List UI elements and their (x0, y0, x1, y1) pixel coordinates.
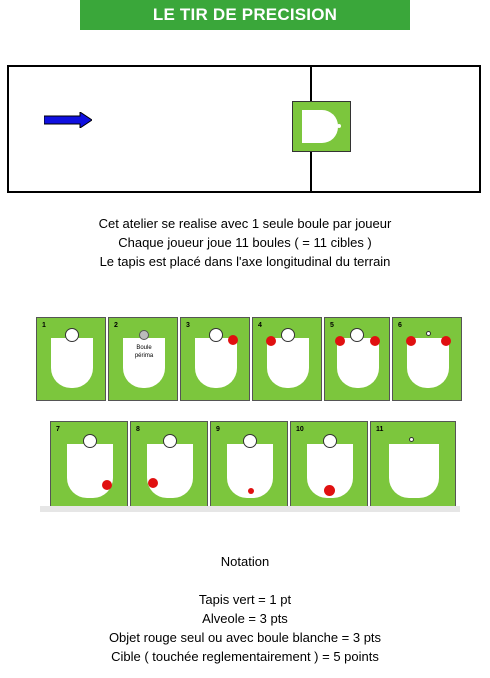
grey-ball (139, 330, 149, 340)
target-panel-3 (180, 317, 250, 401)
panel-number: 5 (330, 322, 334, 329)
page-title: LE TIR DE PRECISION (80, 0, 410, 30)
alveole (407, 338, 449, 388)
red-ball (102, 480, 112, 490)
red-ball (441, 336, 451, 346)
red-ball (248, 488, 254, 494)
description-line: Chaque joueur joue 11 boules ( = 11 cibles ) (118, 235, 372, 250)
white-ball (83, 434, 97, 448)
panel-number: 8 (136, 426, 140, 433)
description-line: Cet atelier se realise avec 1 seule boule par joueur (98, 216, 392, 231)
alveole (195, 338, 237, 388)
alveole (51, 338, 93, 388)
target-panel-1 (36, 317, 106, 401)
target-panel-11 (370, 421, 456, 507)
white-ball (163, 434, 177, 448)
target-panel-4 (252, 317, 322, 401)
target-panel-6 (392, 317, 462, 401)
red-ball (148, 478, 158, 488)
target-dot (337, 124, 341, 128)
white-ball (209, 328, 223, 342)
red-ball (370, 336, 380, 346)
notation-line: Tapis vert = 1 pt (198, 592, 292, 607)
red-ball (335, 336, 345, 346)
white-ball (350, 328, 364, 342)
notation-list (0, 590, 490, 666)
panels-shadow (40, 506, 460, 512)
boule-label-line1: Boule (136, 345, 152, 351)
red-ball (266, 336, 276, 346)
red-ball (406, 336, 416, 346)
alveole (267, 338, 309, 388)
boule-label-line2: périma (134, 353, 154, 359)
target-panel-10 (290, 421, 368, 507)
description-line: Le tapis est placé dans l'axe longitudinal du terrain (99, 254, 391, 269)
target-panel-8 (130, 421, 208, 507)
alveole (147, 444, 193, 498)
white-ball (409, 437, 414, 442)
panel-number: 4 (258, 322, 262, 329)
target-panel-9 (210, 421, 288, 507)
target-panel-7 (50, 421, 128, 507)
panel-number: 7 (56, 426, 60, 433)
red-ball (228, 335, 238, 345)
panel-number: 1 (42, 322, 46, 329)
panel-number: 3 (186, 322, 190, 329)
terrain-diagram (7, 65, 481, 193)
target-panel-5 (324, 317, 390, 401)
panel-number: 9 (216, 426, 220, 433)
notation-line: Objet rouge seul ou avec boule blanche = 3 pts (108, 630, 382, 645)
notation-line: Cible ( touchée reglementairement ) = 5 points (111, 649, 379, 664)
target-panel-2 (108, 317, 178, 401)
target-alveole (302, 110, 338, 143)
alveole (389, 444, 439, 498)
panel-number: 6 (398, 322, 402, 329)
notation-heading: Notation (220, 554, 270, 569)
panel-number: 2 (114, 322, 118, 329)
white-ball (426, 331, 431, 336)
white-ball (65, 328, 79, 342)
panel-number: 11 (376, 426, 384, 433)
boule-label (123, 344, 165, 360)
description (0, 214, 490, 271)
red-ball (324, 485, 335, 496)
panel-number: 10 (296, 426, 304, 433)
target-mat (292, 101, 351, 152)
notation-line: Alveole = 3 pts (202, 611, 288, 626)
white-ball (281, 328, 295, 342)
arrow-right-icon (44, 112, 92, 128)
white-ball (323, 434, 337, 448)
white-ball (243, 434, 257, 448)
